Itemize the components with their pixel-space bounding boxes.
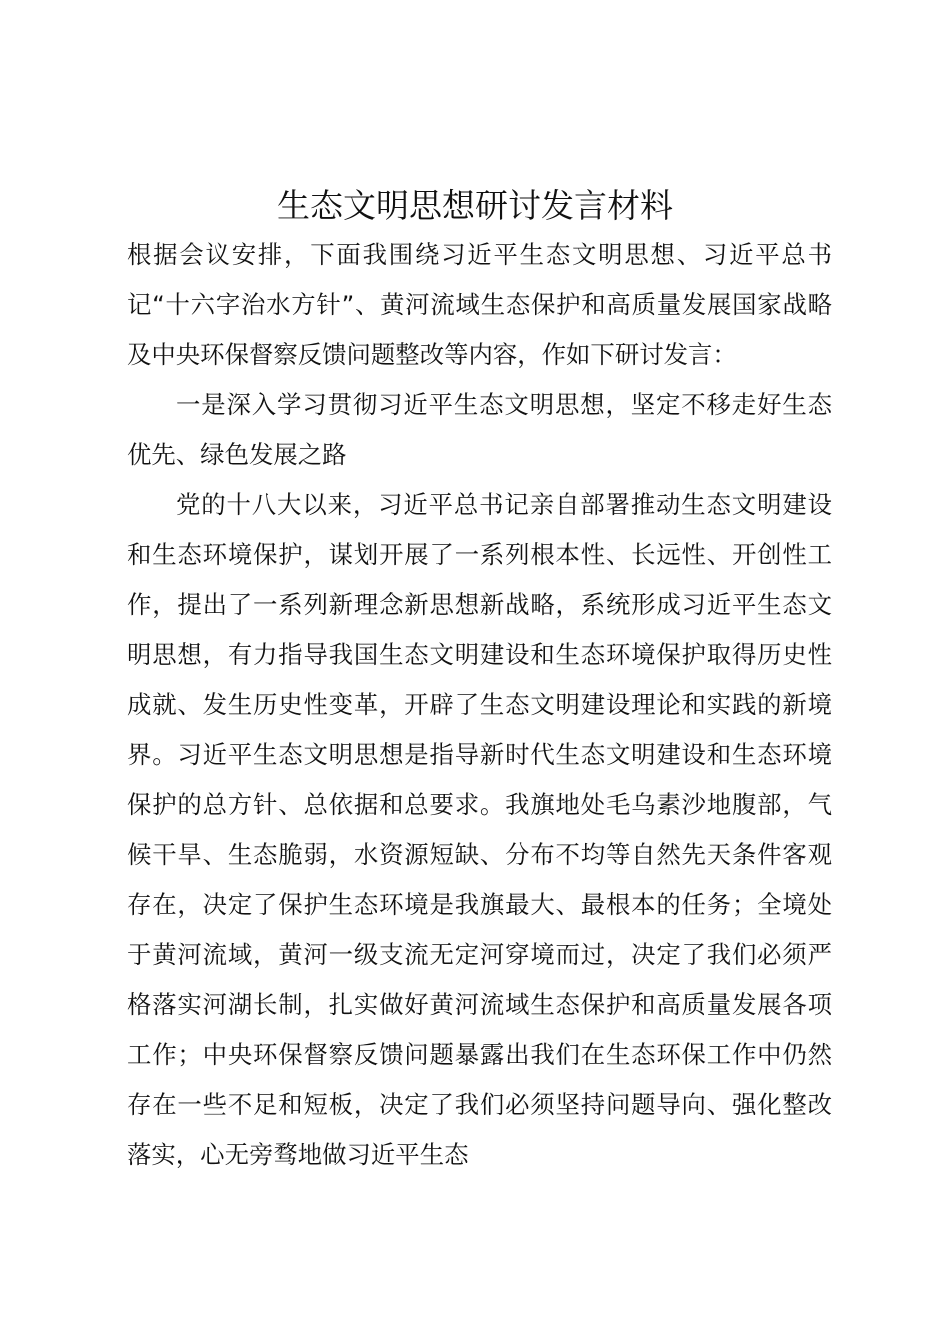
body-paragraph: 党的十八大以来，习近平总书记亲自部署推动生态文明建设和生态环境保护，谋划开展了一系列根本性、长远性、开创性工作，提出了一系列新理念新思想新战略，系统形成习近平生态文明思想，有力指导我国生态文明建设和生态环境保护取得历史性成就、发生历史性变革，开辟了生态文明建设理论和实践的新境界。习近平生态文明思想是指导新时代生态文明建设和生态环境保护的总方针、总依据和总要求。我旗地处毛乌素沙地腹部，气候干旱、生态脆弱，水资源短缺、分布不均等自然先天条件客观存在，决定了保护生态环境是我旗最大、最根本的任务；全境处于黄河流域，黄河一级支流无定河穿境而过，决定了我们必须严格落实河湖长制，扎实做好黄河流域生态保护和高质量发展各项工作；中央环保督察反馈问题暴露出我们在生态环保工作中仍然存在一些不足和短板，决定了我们必须坚持问题导向、强化整改落实，心无旁骛地做习近平生态 [127, 490, 832, 1169]
document-body [127, 230, 832, 1180]
section-heading-paragraph: 一是深入学习贯彻习近平生态文明思想，坚定不移走好生态优先、绿色发展之路 [127, 390, 832, 469]
document-title: 生态文明思想研讨发言材料 [277, 186, 673, 225]
intro-paragraph: 根据会议安排，下面我围绕习近平生态文明思想、习近平总书记“十六字治水方针”、黄河流域生态保护和高质量发展国家战略及中央环保督察反馈问题整改等内容，作如下研讨发言： [127, 240, 832, 369]
